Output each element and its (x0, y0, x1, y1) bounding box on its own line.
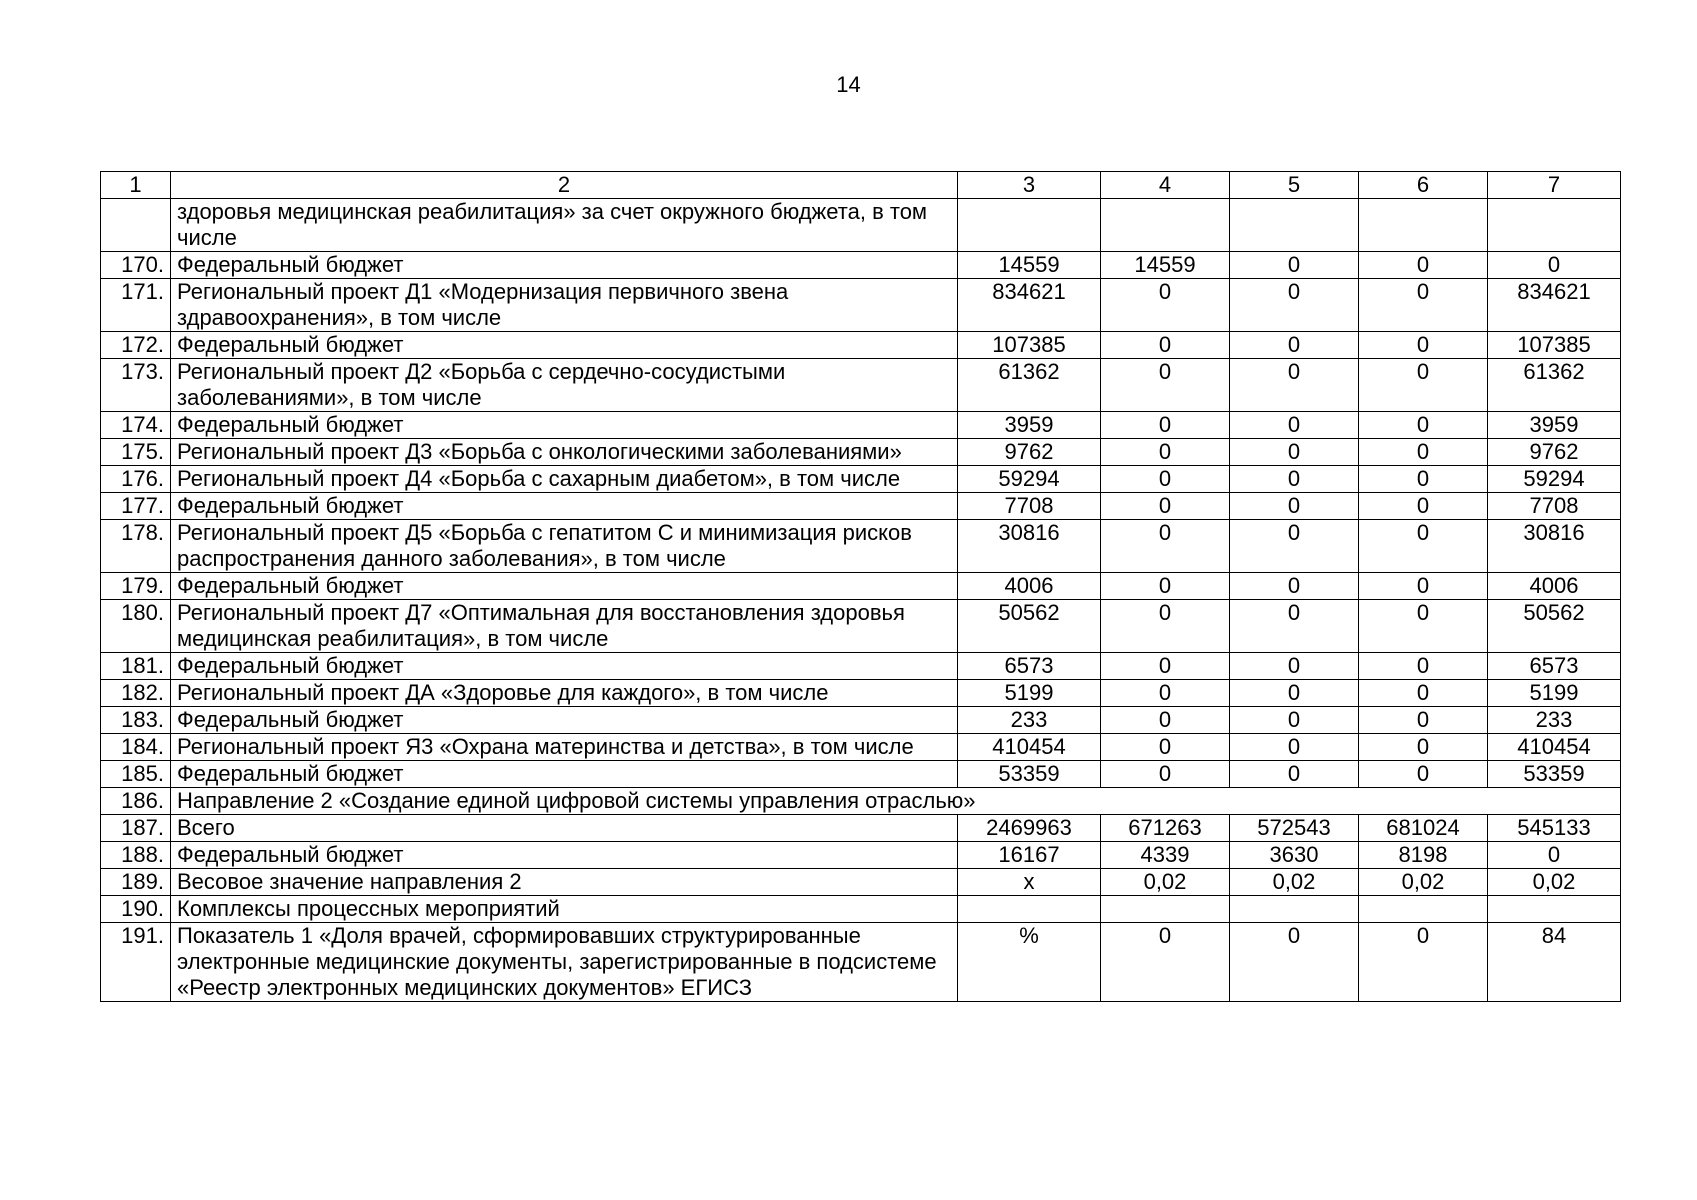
row-number: 191. (101, 923, 171, 1002)
cell-col-4: 0 (1101, 412, 1230, 439)
row-name: Федеральный бюджет (171, 493, 958, 520)
table-row (101, 573, 1621, 600)
cell-col-4: 0,02 (1101, 869, 1230, 896)
cell-col-6: 0 (1359, 439, 1488, 466)
row-number: 173. (101, 359, 171, 412)
table-row (101, 896, 1621, 923)
row-number: 176. (101, 466, 171, 493)
table-row (101, 199, 1621, 252)
cell-col-6: 0 (1359, 734, 1488, 761)
cell-col-4: 0 (1101, 279, 1230, 332)
cell-col-6: 0 (1359, 332, 1488, 359)
column-header-2: 2 (171, 172, 958, 199)
cell-col-3: 6573 (958, 653, 1101, 680)
table-row (101, 493, 1621, 520)
row-number: 185. (101, 761, 171, 788)
column-header-3: 3 (958, 172, 1101, 199)
budget-table (100, 171, 1621, 1002)
cell-col-6: 0 (1359, 761, 1488, 788)
table-row (101, 788, 1621, 815)
table-row (101, 332, 1621, 359)
table-row (101, 734, 1621, 761)
row-name: Направление 2 «Создание единой цифровой системы управления отраслью» (171, 788, 1621, 815)
cell-col-5: 0 (1230, 252, 1359, 279)
cell-col-7: 233 (1488, 707, 1621, 734)
table-row (101, 412, 1621, 439)
cell-col-6: 0 (1359, 680, 1488, 707)
table-row (101, 252, 1621, 279)
cell-col-3: 107385 (958, 332, 1101, 359)
row-name: Федеральный бюджет (171, 707, 958, 734)
column-header-5: 5 (1230, 172, 1359, 199)
cell-col-5: 0 (1230, 653, 1359, 680)
cell-col-4: 0 (1101, 332, 1230, 359)
cell-col-4: 0 (1101, 359, 1230, 412)
row-number: 179. (101, 573, 171, 600)
table-row (101, 520, 1621, 573)
cell-col-7: 410454 (1488, 734, 1621, 761)
page-number: 14 (836, 72, 861, 97)
row-name: Федеральный бюджет (171, 573, 958, 600)
cell-col-7: 0 (1488, 842, 1621, 869)
row-name: Федеральный бюджет (171, 653, 958, 680)
cell-col-6: 0 (1359, 493, 1488, 520)
table-body (101, 172, 1621, 1002)
cell-col-5: 0 (1230, 923, 1359, 1002)
row-name: Региональный проект Д1 «Модернизация первичного звена здравоохранения», в том числе (171, 279, 958, 332)
cell-col-7: 0 (1488, 252, 1621, 279)
row-name: Федеральный бюджет (171, 252, 958, 279)
row-name: Региональный проект Д7 «Оптимальная для восстановления здоровья медицинская реабилитация», в том числе (171, 600, 958, 653)
cell-col-3: 16167 (958, 842, 1101, 869)
cell-col-4: 671263 (1101, 815, 1230, 842)
cell-col-6 (1359, 199, 1488, 252)
row-name: Комплексы процессных мероприятий (171, 896, 958, 923)
row-name: Региональный проект Я3 «Охрана материнства и детства», в том числе (171, 734, 958, 761)
row-number: 172. (101, 332, 171, 359)
cell-col-5: 0 (1230, 734, 1359, 761)
row-name: Показатель 1 «Доля врачей, сформировавших структурированные электронные медицинские документы, зарегистрированные в подсистеме «Реестр электронных медицинских документов» ЕГИСЗ (171, 923, 958, 1002)
cell-col-3: х (958, 869, 1101, 896)
cell-col-7 (1488, 896, 1621, 923)
row-name: Федеральный бюджет (171, 332, 958, 359)
row-name: Федеральный бюджет (171, 842, 958, 869)
row-name: Весовое значение направления 2 (171, 869, 958, 896)
cell-col-5: 0 (1230, 412, 1359, 439)
table-row (101, 600, 1621, 653)
cell-col-7: 6573 (1488, 653, 1621, 680)
table-row (101, 815, 1621, 842)
cell-col-5 (1230, 199, 1359, 252)
cell-col-3: 9762 (958, 439, 1101, 466)
cell-col-4: 0 (1101, 923, 1230, 1002)
cell-col-6: 0 (1359, 412, 1488, 439)
cell-col-4: 4339 (1101, 842, 1230, 869)
cell-col-6: 0 (1359, 359, 1488, 412)
row-name: Региональный проект ДА «Здоровье для каждого», в том числе (171, 680, 958, 707)
cell-col-7: 5199 (1488, 680, 1621, 707)
cell-col-3: 233 (958, 707, 1101, 734)
row-number: 190. (101, 896, 171, 923)
cell-col-5: 0 (1230, 520, 1359, 573)
cell-col-5: 0 (1230, 600, 1359, 653)
row-number: 183. (101, 707, 171, 734)
cell-col-6: 0 (1359, 252, 1488, 279)
cell-col-7: 545133 (1488, 815, 1621, 842)
cell-col-7: 107385 (1488, 332, 1621, 359)
cell-col-4: 0 (1101, 493, 1230, 520)
table-row (101, 359, 1621, 412)
row-name: Региональный проект Д4 «Борьба с сахарным диабетом», в том числе (171, 466, 958, 493)
cell-col-5: 0 (1230, 707, 1359, 734)
row-number: 188. (101, 842, 171, 869)
column-header-7: 7 (1488, 172, 1621, 199)
cell-col-5: 0 (1230, 439, 1359, 466)
cell-col-4 (1101, 199, 1230, 252)
cell-col-6: 0 (1359, 573, 1488, 600)
cell-col-7: 7708 (1488, 493, 1621, 520)
cell-col-6 (1359, 896, 1488, 923)
cell-col-6: 0 (1359, 707, 1488, 734)
cell-col-4: 0 (1101, 680, 1230, 707)
cell-col-3 (958, 896, 1101, 923)
row-name: Региональный проект Д5 «Борьба с гепатитом С и минимизация рисков распространения данного заболевания», в том числе (171, 520, 958, 573)
row-name: Федеральный бюджет (171, 761, 958, 788)
cell-col-3: 3959 (958, 412, 1101, 439)
cell-col-4: 0 (1101, 653, 1230, 680)
cell-col-3 (958, 199, 1101, 252)
table-row (101, 653, 1621, 680)
cell-col-7: 59294 (1488, 466, 1621, 493)
row-number: 186. (101, 788, 171, 815)
cell-col-4: 0 (1101, 520, 1230, 573)
cell-col-6: 0 (1359, 600, 1488, 653)
cell-col-3: 4006 (958, 573, 1101, 600)
cell-col-3: 834621 (958, 279, 1101, 332)
cell-col-7: 9762 (1488, 439, 1621, 466)
row-name: Всего (171, 815, 958, 842)
cell-col-3: 2469963 (958, 815, 1101, 842)
cell-col-4: 14559 (1101, 252, 1230, 279)
column-header-6: 6 (1359, 172, 1488, 199)
cell-col-3: 61362 (958, 359, 1101, 412)
cell-col-4: 0 (1101, 466, 1230, 493)
cell-col-5: 572543 (1230, 815, 1359, 842)
cell-col-6: 0 (1359, 466, 1488, 493)
row-name: Региональный проект Д3 «Борьба с онкологическими заболеваниями» (171, 439, 958, 466)
table-row (101, 869, 1621, 896)
cell-col-7: 53359 (1488, 761, 1621, 788)
row-number: 175. (101, 439, 171, 466)
row-number: 184. (101, 734, 171, 761)
cell-col-3: 59294 (958, 466, 1101, 493)
cell-col-7: 84 (1488, 923, 1621, 1002)
row-number: 180. (101, 600, 171, 653)
cell-col-7 (1488, 199, 1621, 252)
cell-col-5: 0 (1230, 359, 1359, 412)
cell-col-6: 0 (1359, 923, 1488, 1002)
cell-col-6: 681024 (1359, 815, 1488, 842)
row-number: 181. (101, 653, 171, 680)
table-row (101, 466, 1621, 493)
cell-col-5: 0 (1230, 761, 1359, 788)
row-name: Региональный проект Д2 «Борьба с сердечно-сосудистыми заболеваниями», в том числе (171, 359, 958, 412)
cell-col-6: 0 (1359, 279, 1488, 332)
cell-col-3: 30816 (958, 520, 1101, 573)
cell-col-3: 410454 (958, 734, 1101, 761)
table-row (101, 842, 1621, 869)
table-row (101, 279, 1621, 332)
row-number: 177. (101, 493, 171, 520)
cell-col-6: 0 (1359, 653, 1488, 680)
cell-col-7: 30816 (1488, 520, 1621, 573)
cell-col-6: 8198 (1359, 842, 1488, 869)
cell-col-6: 0,02 (1359, 869, 1488, 896)
table-header-row (101, 172, 1621, 199)
cell-col-5: 0,02 (1230, 869, 1359, 896)
table-row (101, 680, 1621, 707)
cell-col-4: 0 (1101, 439, 1230, 466)
row-name: здоровья медицинская реабилитация» за счет окружного бюджета, в том числе (171, 199, 958, 252)
cell-col-5: 0 (1230, 466, 1359, 493)
cell-col-5: 0 (1230, 493, 1359, 520)
cell-col-4: 0 (1101, 761, 1230, 788)
cell-col-5: 0 (1230, 573, 1359, 600)
table-row (101, 439, 1621, 466)
table-row (101, 923, 1621, 1002)
cell-col-4: 0 (1101, 707, 1230, 734)
cell-col-3: 50562 (958, 600, 1101, 653)
table-row (101, 761, 1621, 788)
row-number: 174. (101, 412, 171, 439)
row-number: 189. (101, 869, 171, 896)
row-number: 171. (101, 279, 171, 332)
column-header-1: 1 (101, 172, 171, 199)
table-row (101, 707, 1621, 734)
cell-col-3: 5199 (958, 680, 1101, 707)
cell-col-5: 0 (1230, 332, 1359, 359)
row-number: 178. (101, 520, 171, 573)
cell-col-7: 3959 (1488, 412, 1621, 439)
cell-col-4 (1101, 896, 1230, 923)
cell-col-4: 0 (1101, 573, 1230, 600)
cell-col-3: 14559 (958, 252, 1101, 279)
row-number: 170. (101, 252, 171, 279)
cell-col-7: 4006 (1488, 573, 1621, 600)
cell-col-3: 53359 (958, 761, 1101, 788)
row-number (101, 199, 171, 252)
column-header-4: 4 (1101, 172, 1230, 199)
cell-col-5 (1230, 896, 1359, 923)
cell-col-4: 0 (1101, 600, 1230, 653)
cell-col-5: 0 (1230, 279, 1359, 332)
cell-col-6: 0 (1359, 520, 1488, 573)
cell-col-7: 834621 (1488, 279, 1621, 332)
cell-col-5: 3630 (1230, 842, 1359, 869)
cell-col-4: 0 (1101, 734, 1230, 761)
cell-col-7: 0,02 (1488, 869, 1621, 896)
cell-col-7: 50562 (1488, 600, 1621, 653)
row-number: 182. (101, 680, 171, 707)
cell-col-5: 0 (1230, 680, 1359, 707)
cell-col-7: 61362 (1488, 359, 1621, 412)
cell-col-3: 7708 (958, 493, 1101, 520)
row-name: Федеральный бюджет (171, 412, 958, 439)
row-number: 187. (101, 815, 171, 842)
cell-col-3: % (958, 923, 1101, 1002)
